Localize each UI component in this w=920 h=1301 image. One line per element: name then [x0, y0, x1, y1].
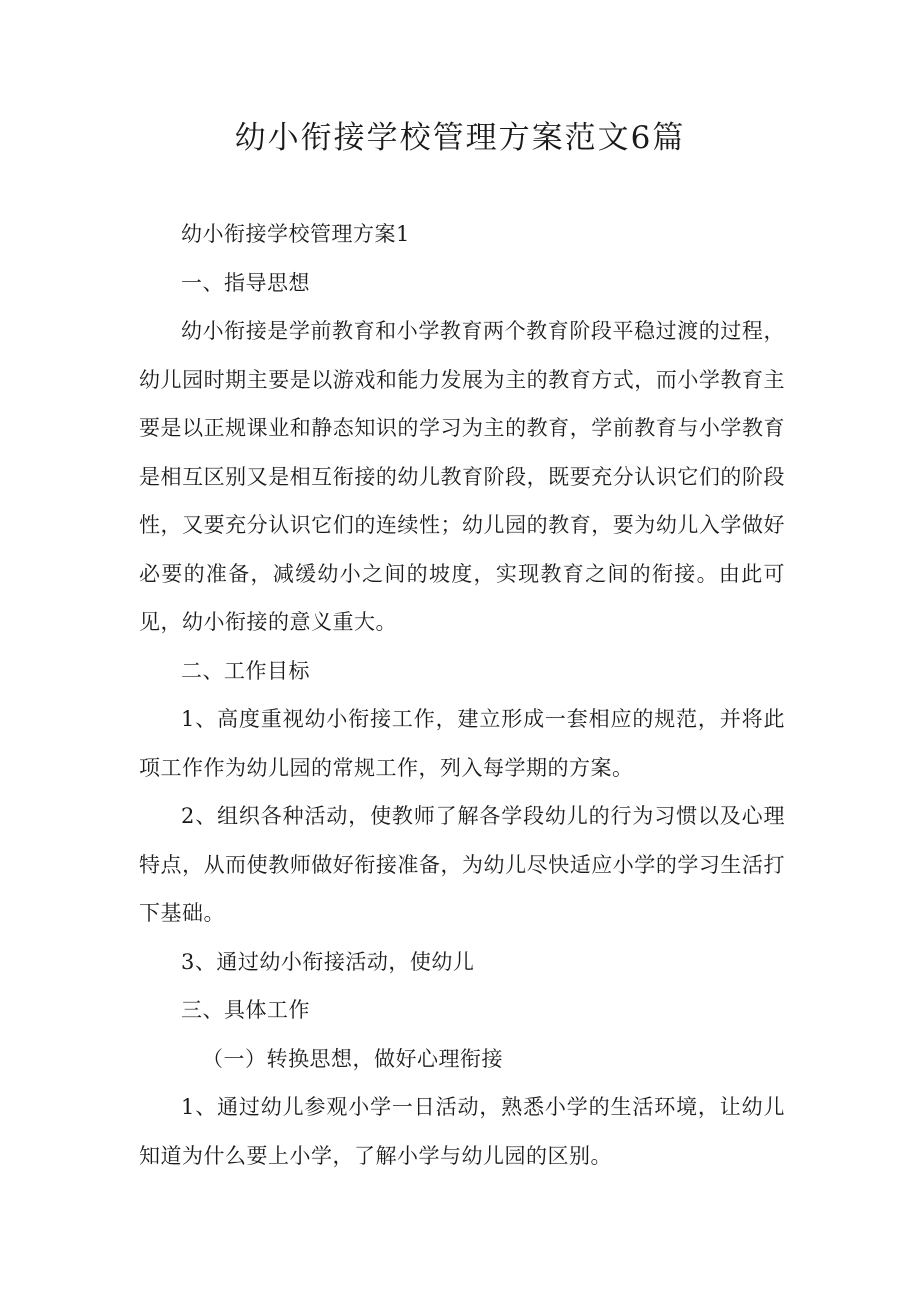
document-title: 幼小衔接学校管理方案范文6篇	[234, 120, 686, 156]
paragraph-guiding-ideology: 幼小衔接是学前教育和小学教育两个教育阶段平稳过渡的过程，幼儿园时期主要是以游戏和能力发展为主的教育方式，而小学教育主要是以正规课业和静态知识的学习为主的教育，学前教育与小学教育是相互区别又是相互衔接的幼儿教育阶段，既要充分认识它们的阶段性，又要充分认识它们的连续性；幼儿园的教育，要为幼儿入学做好必要的准备，减缓幼小之间的坡度，实现教育之间的衔接。由此可见，幼小衔接的意义重大。	[139, 319, 785, 634]
section-title: 幼小衔接学校管理方案1	[181, 222, 410, 246]
heading-guiding-ideology: 一、指导思想	[181, 270, 310, 295]
paragraph-goal-3: 3、通过幼小衔接活动，使幼儿	[181, 949, 475, 974]
subheading-psychological-transition: （一）转换思想，做好心理衔接	[202, 1046, 503, 1071]
paragraph-goal-1: 1、高度重视幼小衔接工作，建立形成一套相应的规范，并将此项工作作为幼儿园的常规工作，列入每学期的方案。	[139, 707, 785, 780]
document-body	[139, 210, 785, 1180]
paragraph-work-1: 1、通过幼儿参观小学一日活动，熟悉小学的生活环境，让幼儿知道为什么要上小学，了解小学与幼儿园的区别。	[139, 1095, 785, 1168]
paragraph-goal-2: 2、组织各种活动，使教师了解各学段幼儿的行为习惯以及心理特点，从而使教师做好衔接准备，为幼儿尽快适应小学的学习生活打下基础。	[139, 804, 785, 925]
heading-specific-work: 三、具体工作	[181, 998, 310, 1022]
heading-work-goals: 二、工作目标	[181, 658, 310, 683]
